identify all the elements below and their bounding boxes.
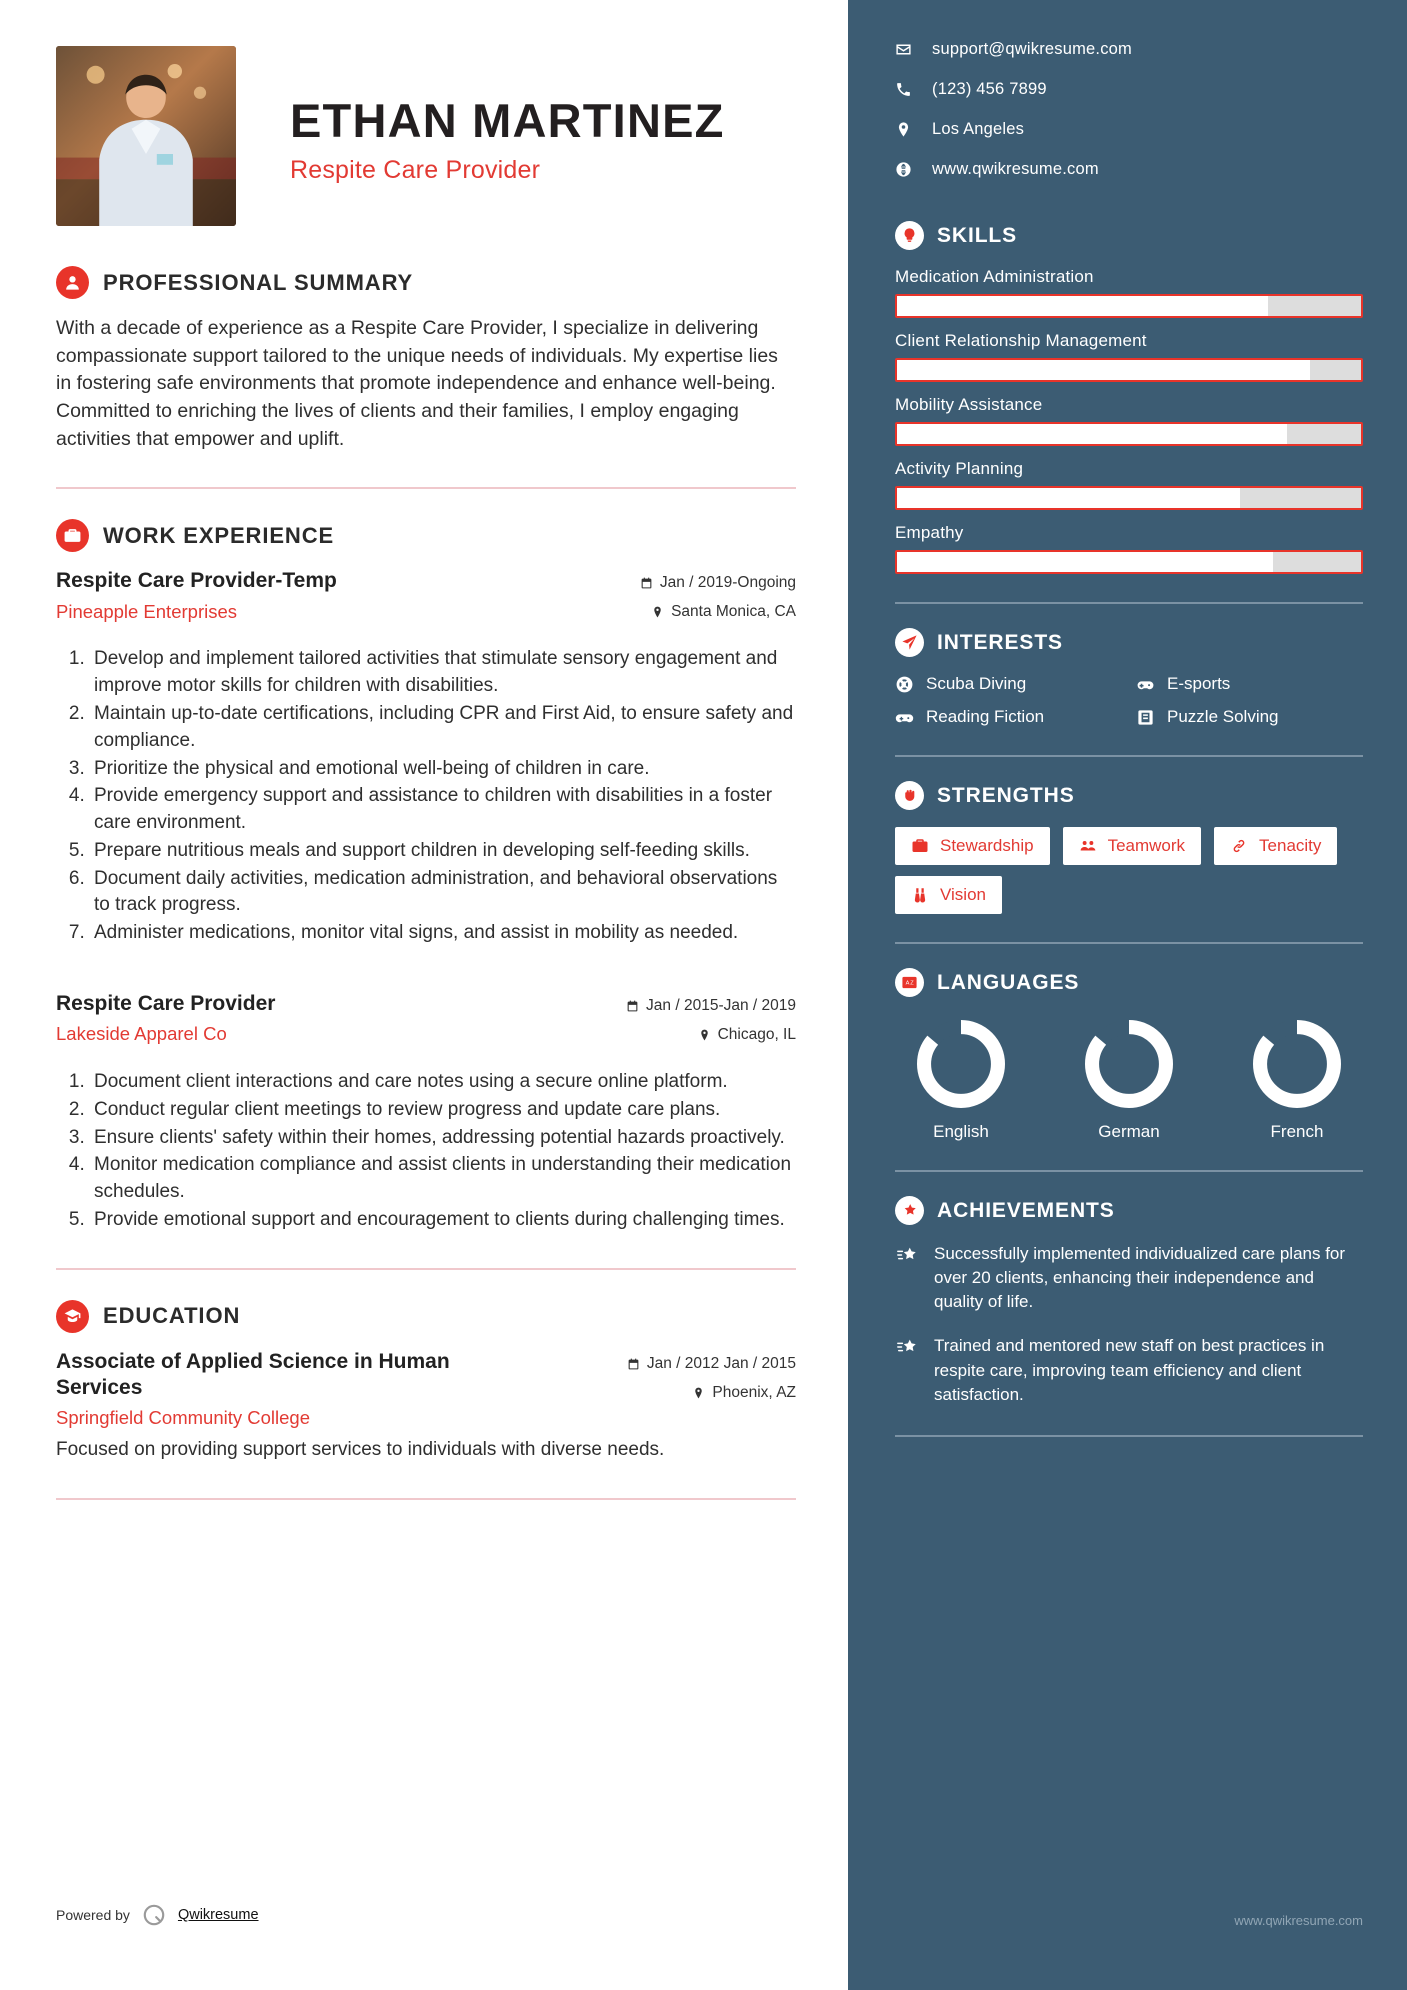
education-location: Phoenix, AZ [712,1383,796,1401]
skill-item [895,395,1363,446]
education-location-row [627,1384,796,1402]
sidebar-divider [895,1170,1363,1172]
star-burst-icon [895,1196,924,1225]
strengths-list [895,827,1363,914]
qwikresume-logo-icon [141,1902,167,1928]
calendar-icon [626,999,639,1013]
paper-plane-icon [895,628,924,657]
interest-item [895,707,1122,727]
strength-label: Teamwork [1107,836,1186,855]
section-header-achievements [895,1196,1363,1225]
job-company: Pineapple Enterprises [56,600,237,622]
list-item: 4. Provide emergency support and assistance to children with disabilities in a foster care environment. [90,783,796,837]
achievements-list [895,1242,1363,1407]
education-date-start: Jan / 2012 [646,1354,720,1372]
education-meta [627,1349,796,1413]
skill-item [895,459,1363,510]
map-pin-icon [651,605,664,619]
strength-chip [895,876,1002,914]
skills-list [895,267,1363,574]
contact-email[interactable] [895,40,1363,59]
location-pin-icon [895,121,912,138]
shooting-star-icon [895,1242,919,1266]
strength-chip [895,827,1050,865]
language-donut-chart [1085,1020,1173,1108]
contact-website[interactable] [895,160,1363,179]
map-pin-icon [698,1028,711,1042]
section-title-skills: SKILLS [937,223,1018,247]
skill-label: Medication Administration [895,267,1094,286]
sidebar-divider [895,942,1363,944]
section-title-languages: LANGUAGES [937,970,1080,994]
contact-email-value: support@qwikresume.com [932,40,1132,58]
section-header-education [56,1300,796,1333]
section-header-languages [895,968,1363,997]
interest-label: Scuba Diving [926,674,1027,693]
section-divider [56,1498,796,1500]
job-location: Chicago, IL [717,1026,796,1044]
shooting-star-icon [895,1334,919,1358]
strength-label: Vision [940,885,986,904]
section-header-interests [895,628,1363,657]
skill-progress-bar [895,422,1363,446]
briefcase-circle-icon [56,519,89,552]
interest-item [1136,707,1363,727]
section-divider [56,1268,796,1270]
job-role: Respite Care Provider-Temp [56,569,337,593]
gamepad-icon [1136,675,1155,694]
job-bullets-list [56,1069,796,1234]
list-item: 7. Administer medications, monitor vital signs, and assist in mobility as needed. [90,920,796,947]
job-dates: Jan / 2019-Ongoing [659,574,796,592]
skill-label: Empathy [895,523,964,542]
language-label: French [1270,1122,1324,1141]
section-title-education: EDUCATION [103,1303,241,1329]
skill-item [895,267,1363,318]
sidebar [848,0,1407,1990]
resume-header [56,46,796,226]
interests-list [895,674,1363,727]
interest-item [895,674,1122,694]
section-title-achievements: ACHIEVEMENTS [937,1198,1115,1222]
strength-chip [1214,827,1337,865]
education-school: Springfield Community College [56,1407,310,1429]
job-location-row [626,1026,796,1044]
skill-item [895,331,1363,382]
achievement-text: Successfully implemented individualized care plans for over 20 clients, enhancing their independence and quality of life. [934,1244,1346,1312]
skill-progress-fill [897,552,1273,572]
skill-label: Client Relationship Management [895,331,1147,350]
list-item: 2. Maintain up-to-date certifications, including CPR and First Aid, to ensure safety and compliance. [90,701,796,755]
job-title: Respite Care Provider [290,155,541,184]
skill-progress-bar [895,550,1363,574]
svg-text:A: A [905,980,910,987]
list-item: 3. Ensure clients' safety within their homes, addressing potential hazards proactively. [90,1125,796,1152]
graduate-circle-icon [56,1300,89,1333]
contact-phone[interactable] [895,80,1363,99]
section-title-interests: INTERESTS [937,630,1063,654]
list-item: 6. Document daily activities, medication administration, and behavioral observations to track progress. [90,866,796,920]
interest-label: E-sports [1167,674,1231,693]
language-item [1069,1020,1189,1142]
experience-entry [56,568,796,947]
skill-progress-fill [897,488,1240,508]
language-item [901,1020,1021,1142]
skill-progress-bar [895,486,1363,510]
name-block [290,46,725,185]
section-header-experience [56,519,796,552]
job-dates-row [626,997,796,1015]
briefcase-icon [911,837,929,855]
job-dates-row [640,574,796,592]
avatar [56,46,236,226]
skill-progress-bar [895,358,1363,382]
qwikresume-link[interactable]: Qwikresume [177,1907,259,1923]
job-meta [626,991,796,1055]
contact-location [895,120,1363,139]
education-date-end: Jan / 2015 [723,1354,796,1372]
list-item: 4. Monitor medication compliance and assist clients in understanding their medication schedules. [90,1152,796,1206]
team-icon [1079,837,1097,855]
list-item: 1. Document client interactions and care notes using a secure online platform. [90,1069,796,1096]
language-label: German [1098,1122,1160,1141]
job-location-row [640,603,796,621]
summary-text: With a decade of experience as a Respite Care Provider, I specialize in delivering compassionate support tailored to the unique needs of individuals. My expertise lies in fostering safe environments that promote independence and enhance well-being. Committed to enriching the lives of clients and their families, I employ engaging activities that empower and uplift. [56,317,778,450]
calendar-icon [640,576,653,590]
section-header-summary [56,266,796,299]
lightbulb-icon [895,221,924,250]
translate-icon [895,968,924,997]
job-company: Lakeside Apparel Co [56,1023,227,1045]
job-bullets-list [56,646,796,947]
job-dates: Jan / 2015-Jan / 2019 [646,997,796,1015]
user-circle-icon [56,266,89,299]
link-icon [1230,837,1248,855]
achievement-item [895,1334,1363,1406]
skill-item [895,523,1363,574]
section-divider [56,487,796,489]
education-entry [56,1349,796,1464]
education-description: Focused on providing support services to individuals with diverse needs. [56,1439,665,1461]
section-header-skills [895,221,1363,250]
svg-text:Z: Z [910,980,914,987]
skill-label: Activity Planning [895,459,1024,478]
education-dates [647,1355,796,1373]
sidebar-divider [895,602,1363,604]
skill-label: Mobility Assistance [895,395,1043,414]
globe-icon [895,161,912,178]
list-item: 5. Prepare nutritious meals and support children in developing self-feeding skills. [90,838,796,865]
education-dates-row [627,1355,796,1373]
skill-progress-fill [897,360,1310,380]
section-title-summary: PROFESSIONAL SUMMARY [103,269,414,295]
strength-label: Stewardship [940,836,1034,855]
interest-item [1136,674,1363,694]
section-header-strengths [895,781,1363,810]
language-item [1237,1020,1357,1142]
list-item: 2. Conduct regular client meetings to review progress and update care plans. [90,1097,796,1124]
strength-chip [1063,827,1201,865]
sidebar-divider [895,1435,1363,1437]
job-meta [640,568,796,632]
footer-powered-by-label: Powered by [56,1907,130,1923]
lifebuoy-icon [895,675,914,694]
language-donut-chart [1253,1020,1341,1108]
map-pin-icon [692,1386,705,1400]
list-item: 3. Prioritize the physical and emotional well-being of children in care. [90,756,796,783]
achievement-item [895,1242,1363,1314]
page-title: ETHAN MARTINEZ [290,94,725,147]
language-donut-chart [917,1020,1005,1108]
sidebar-divider [895,755,1363,757]
interest-label: Reading Fiction [926,707,1045,726]
envelope-icon [895,41,912,58]
contact-list [895,40,1363,179]
education-degree: Associate of Applied Science in Human Services [56,1349,450,1399]
list-item: 1. Develop and implement tailored activities that stimulate sensory engagement and improve motor skills for children with disabilities. [90,646,796,700]
language-label: English [933,1122,989,1141]
sidebar-footer-website: www.qwikresume.com [1234,1913,1363,1928]
achievement-text: Trained and mentored new staff on best practices in respite care, improving team efficiency and client satisfaction. [934,1336,1325,1404]
skill-progress-fill [897,424,1287,444]
gamepad-icon [895,708,914,727]
contact-phone-value: (123) 456 7899 [932,80,1047,98]
footer-branding [56,1902,259,1928]
fist-icon [895,781,924,810]
languages-list [895,1014,1363,1142]
skill-progress-fill [897,296,1268,316]
section-title-strengths: STRENGTHS [937,783,1075,807]
puzzle-icon [1136,708,1155,727]
section-title-experience: WORK EXPERIENCE [103,522,335,548]
job-role: Respite Care Provider [56,992,276,1016]
calendar-icon [627,1357,640,1371]
contact-website-value: www.qwikresume.com [932,160,1099,178]
list-item: 5. Provide emotional support and encouragement to clients during challenging times. [90,1207,796,1234]
interest-label: Puzzle Solving [1167,707,1279,726]
strength-label: Tenacity [1259,836,1322,855]
contact-location-value: Los Angeles [932,120,1025,138]
skill-progress-bar [895,294,1363,318]
experience-entry [56,991,796,1234]
job-location: Santa Monica, CA [671,603,796,621]
phone-icon [895,81,912,98]
binoculars-icon [911,886,929,904]
